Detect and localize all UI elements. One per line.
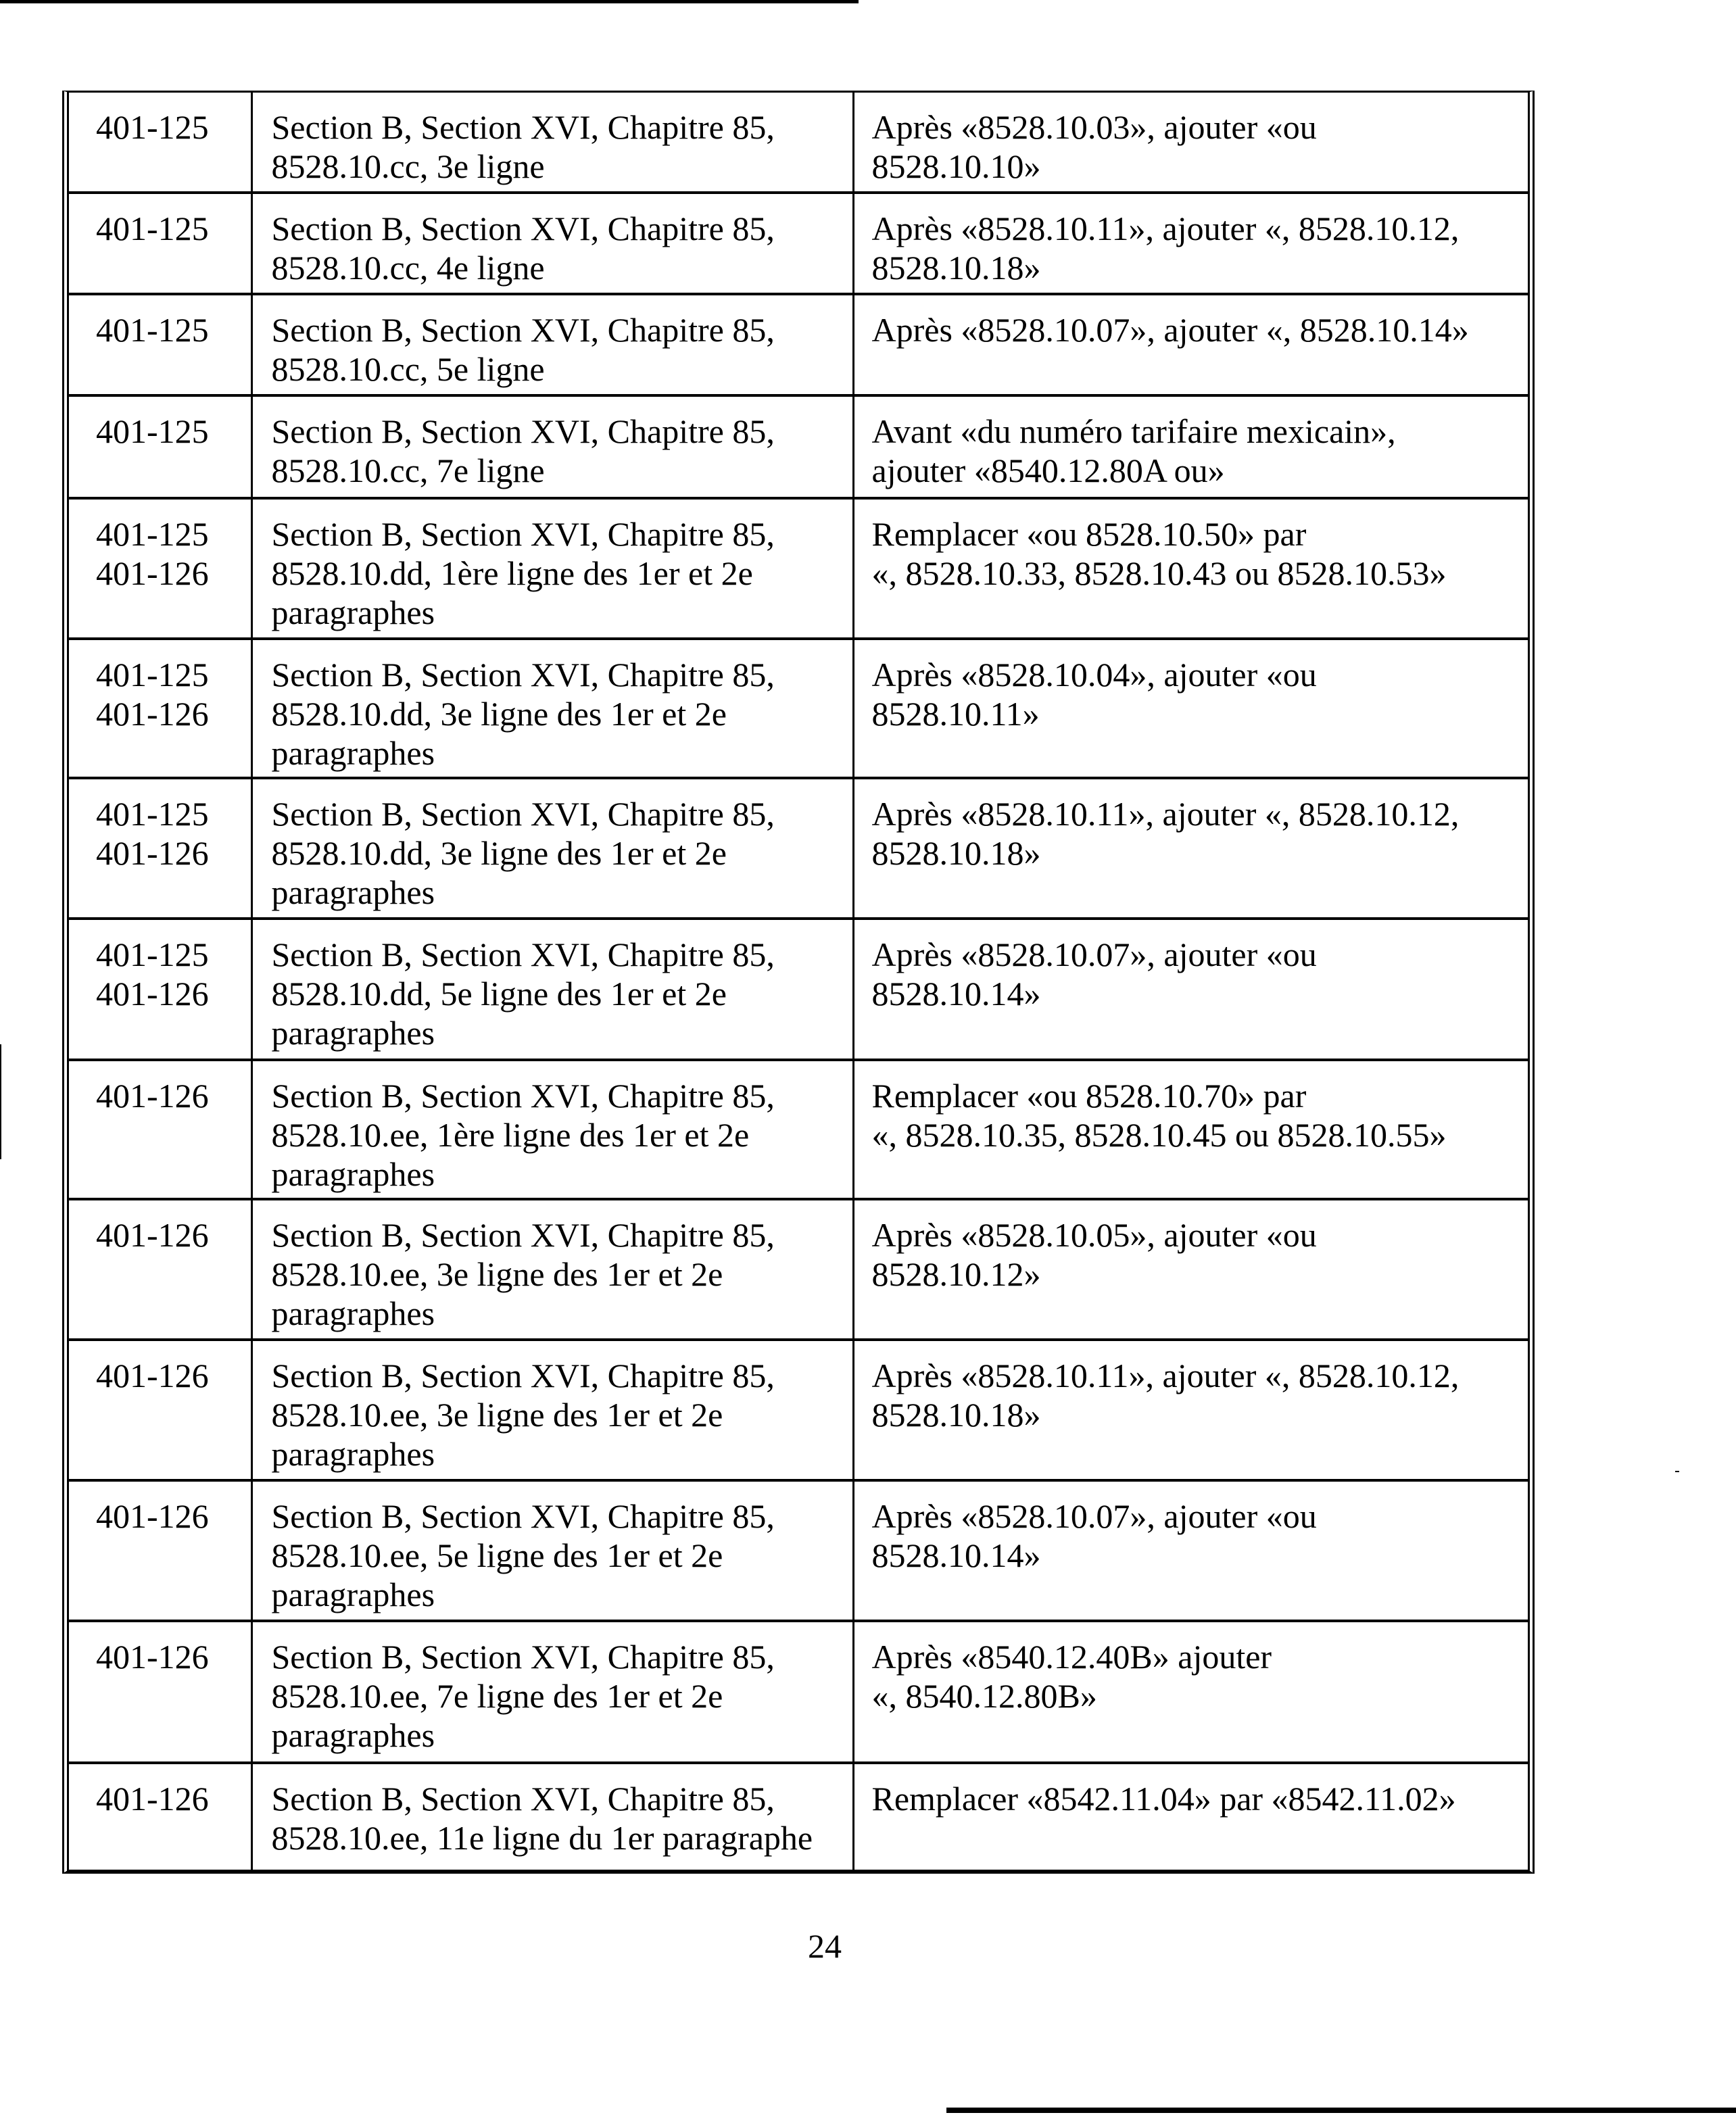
location-cell — [251, 498, 853, 639]
reference-cell — [69, 1621, 251, 1763]
location-line: 8528.10.dd, 1ère ligne des 1er et 2e — [271, 554, 753, 593]
location-line: Section B, Section XVI, Chapitre 85, — [271, 1215, 775, 1254]
reference-line: 401-125 — [96, 108, 209, 146]
table-row — [69, 93, 1528, 193]
location-line: 8528.10.dd, 5e ligne des 1er et 2e — [271, 975, 727, 1013]
location-cell — [251, 395, 853, 498]
scan-mark-right — [1675, 1471, 1679, 1472]
change-cell — [853, 919, 1528, 1059]
change-line: 8528.10.18» — [871, 834, 1041, 873]
reference-cell — [69, 1340, 251, 1480]
location-line: 8528.10.dd, 3e ligne des 1er et 2e — [271, 695, 727, 733]
reference-cell — [69, 294, 251, 395]
location-line: 8528.10.ee, 7e ligne des 1er et 2e — [271, 1676, 723, 1715]
change-line: «, 8540.12.80B» — [871, 1676, 1097, 1715]
change-cell — [853, 1060, 1528, 1199]
location-cell — [251, 1060, 853, 1199]
change-line: 8528.10.12» — [871, 1255, 1041, 1293]
change-line: «, 8528.10.33, 8528.10.43 ou 8528.10.53» — [871, 554, 1447, 593]
location-cell — [251, 919, 853, 1059]
location-cell — [251, 1199, 853, 1340]
location-line: Section B, Section XVI, Chapitre 85, — [271, 1076, 775, 1115]
location-cell — [251, 1621, 853, 1763]
change-line: Après «8528.10.07», ajouter «, 8528.10.14» — [871, 311, 1469, 349]
reference-cell — [69, 1199, 251, 1340]
reference-line: 401-126 — [96, 1637, 209, 1676]
change-cell — [853, 778, 1528, 919]
location-line: paragraphes — [271, 1154, 435, 1193]
change-cell — [853, 193, 1528, 294]
reference-line: 401-125 — [96, 412, 209, 451]
location-line: paragraphes — [271, 593, 435, 632]
reference-cell — [69, 639, 251, 778]
reference-cell — [69, 498, 251, 639]
location-cell — [251, 93, 853, 193]
location-line: paragraphes — [271, 734, 435, 773]
change-line: Remplacer «ou 8528.10.50» par — [871, 515, 1307, 554]
scan-mark-left — [0, 1044, 1, 1159]
change-line: Après «8528.10.07», ajouter «ou — [871, 935, 1317, 974]
location-line: 8528.10.ee, 3e ligne des 1er et 2e — [271, 1395, 723, 1434]
change-line: 8528.10.11» — [871, 695, 1040, 733]
location-line: 8528.10.dd, 3e ligne des 1er et 2e — [271, 834, 727, 873]
change-cell — [853, 1340, 1528, 1480]
table-row — [69, 498, 1528, 639]
table-row — [69, 395, 1528, 498]
location-cell — [251, 193, 853, 294]
reference-cell — [69, 1480, 251, 1621]
table-row — [69, 1763, 1528, 1870]
reference-line: 401-125 — [96, 515, 209, 554]
change-cell — [853, 93, 1528, 193]
reference-line: 401-125 — [96, 311, 209, 349]
reference-line: 401-126 — [96, 695, 209, 733]
change-cell — [853, 1763, 1528, 1870]
change-line: Après «8528.10.04», ajouter «ou — [871, 656, 1317, 694]
table-row — [69, 1621, 1528, 1763]
amendment-table-frame — [62, 91, 1535, 1874]
change-line: «, 8528.10.35, 8528.10.45 ou 8528.10.55» — [871, 1115, 1447, 1154]
reference-cell — [69, 1060, 251, 1199]
location-line: 8528.10.cc, 3e ligne — [271, 147, 545, 185]
table-row — [69, 193, 1528, 294]
table-row — [69, 778, 1528, 919]
location-cell — [251, 1340, 853, 1480]
change-line: 8528.10.14» — [871, 1536, 1041, 1574]
amendment-table — [69, 93, 1528, 1870]
reference-line: 401-126 — [96, 975, 209, 1013]
location-line: Section B, Section XVI, Chapitre 85, — [271, 935, 775, 974]
location-line: paragraphes — [271, 1716, 435, 1754]
change-cell — [853, 294, 1528, 395]
location-line: 8528.10.ee, 5e ligne des 1er et 2e — [271, 1536, 723, 1574]
location-cell — [251, 778, 853, 919]
reference-line: 401-125 — [96, 656, 209, 694]
location-cell — [251, 1480, 853, 1621]
location-line: paragraphes — [271, 873, 435, 912]
location-line: 8528.10.cc, 7e ligne — [271, 452, 545, 490]
change-line: ajouter «8540.12.80A ou» — [871, 452, 1225, 490]
location-line: 8528.10.ee, 1ère ligne des 1er et 2e — [271, 1115, 750, 1154]
change-cell — [853, 498, 1528, 639]
reference-line: 401-125 — [96, 935, 209, 974]
change-line: Avant «du numéro tarifaire mexicain», — [871, 412, 1396, 451]
location-line: Section B, Section XVI, Chapitre 85, — [271, 210, 775, 248]
change-line: Après «8528.10.07», ajouter «ou — [871, 1497, 1317, 1535]
reference-line: 401-126 — [96, 554, 209, 593]
location-line: Section B, Section XVI, Chapitre 85, — [271, 1356, 775, 1394]
location-line: Section B, Section XVI, Chapitre 85, — [271, 515, 775, 554]
table-row — [69, 919, 1528, 1059]
scan-edge-bottom — [946, 2108, 1736, 2113]
reference-cell — [69, 778, 251, 919]
table-row — [69, 1480, 1528, 1621]
change-line: 8528.10.18» — [871, 1395, 1041, 1434]
page-number: 24 — [808, 1927, 842, 1965]
location-line: 8528.10.ee, 11e ligne du 1er paragraphe — [271, 1818, 813, 1857]
reference-line: 401-126 — [96, 1356, 209, 1394]
reference-cell — [69, 919, 251, 1059]
change-line: Remplacer «ou 8528.10.70» par — [871, 1076, 1307, 1115]
location-line: Section B, Section XVI, Chapitre 85, — [271, 311, 775, 349]
location-line: Section B, Section XVI, Chapitre 85, — [271, 1779, 775, 1818]
change-line: 8528.10.14» — [871, 975, 1041, 1013]
scan-edge-top — [0, 0, 859, 3]
location-cell — [251, 639, 853, 778]
change-line: Après «8528.10.11», ajouter «, 8528.10.12, — [871, 795, 1460, 833]
change-line: Après «8540.12.40B» ajouter — [871, 1637, 1272, 1676]
location-line: paragraphes — [271, 1434, 435, 1473]
location-line: 8528.10.cc, 5e ligne — [271, 350, 545, 389]
reference-line: 401-126 — [96, 834, 209, 873]
reference-line: 401-126 — [96, 1076, 209, 1115]
change-cell — [853, 639, 1528, 778]
reference-line: 401-125 — [96, 210, 209, 248]
change-cell — [853, 1621, 1528, 1763]
table-row — [69, 1060, 1528, 1199]
change-line: 8528.10.18» — [871, 249, 1041, 287]
location-cell — [251, 1763, 853, 1870]
location-line: Section B, Section XVI, Chapitre 85, — [271, 1637, 775, 1676]
location-line: Section B, Section XVI, Chapitre 85, — [271, 1497, 775, 1535]
location-line: Section B, Section XVI, Chapitre 85, — [271, 108, 775, 146]
change-line: 8528.10.10» — [871, 147, 1041, 185]
location-line: Section B, Section XVI, Chapitre 85, — [271, 412, 775, 451]
table-row — [69, 294, 1528, 395]
change-cell — [853, 1199, 1528, 1340]
table-row — [69, 1340, 1528, 1480]
change-cell — [853, 395, 1528, 498]
change-line: Après «8528.10.05», ajouter «ou — [871, 1215, 1317, 1254]
reference-line: 401-125 — [96, 795, 209, 833]
reference-line: 401-126 — [96, 1779, 209, 1818]
change-line: Après «8528.10.11», ajouter «, 8528.10.12, — [871, 210, 1460, 248]
change-line: Après «8528.10.11», ajouter «, 8528.10.12, — [871, 1356, 1460, 1394]
reference-cell — [69, 1763, 251, 1870]
reference-line: 401-126 — [96, 1215, 209, 1254]
location-line: 8528.10.ee, 3e ligne des 1er et 2e — [271, 1255, 723, 1293]
location-line: Section B, Section XVI, Chapitre 85, — [271, 656, 775, 694]
reference-cell — [69, 93, 251, 193]
amendment-table-body — [69, 93, 1528, 1870]
location-cell — [251, 294, 853, 395]
reference-line: 401-126 — [96, 1497, 209, 1535]
location-line: paragraphes — [271, 1014, 435, 1052]
location-line: 8528.10.cc, 4e ligne — [271, 249, 545, 287]
location-line: paragraphes — [271, 1575, 435, 1613]
table-row — [69, 1199, 1528, 1340]
location-line: Section B, Section XVI, Chapitre 85, — [271, 795, 775, 833]
change-line: Après «8528.10.03», ajouter «ou — [871, 108, 1317, 146]
reference-cell — [69, 395, 251, 498]
location-line: paragraphes — [271, 1294, 435, 1332]
change-line: Remplacer «8542.11.04» par «8542.11.02» — [871, 1779, 1456, 1818]
reference-cell — [69, 193, 251, 294]
change-cell — [853, 1480, 1528, 1621]
table-row — [69, 639, 1528, 778]
